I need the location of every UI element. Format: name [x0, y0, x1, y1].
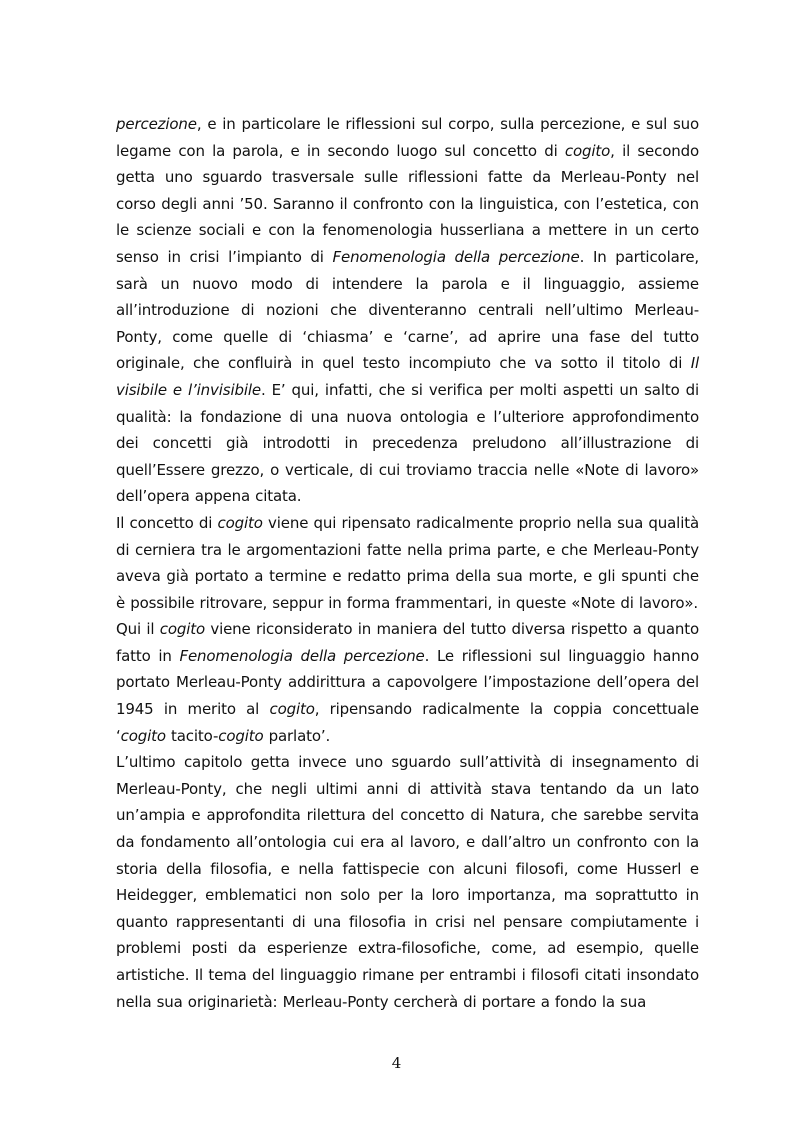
text-run: tacito- — [165, 726, 219, 745]
text-run: Il concetto di — [116, 513, 218, 532]
page-body — [116, 111, 699, 1015]
paragraph — [116, 510, 699, 616]
page-number: 4 — [391, 1054, 402, 1072]
paragraph — [116, 616, 699, 749]
text-run: . In particolare, sarà un nuovo modo di intendere la parola e il linguaggio, assieme all’introduzione di nozioni che diventeranno centrali nell’ultimo Merleau-Ponty, come quelle di ‘chiasma’ e ‘carne’, ad aprire una fase del tutto originale, che confluirà in quel testo incompiuto che va sotto il titolo di — [116, 247, 700, 373]
paragraph — [116, 111, 699, 510]
text-run: viene riconsiderato in maniera del tutto diversa rispetto a quanto fatto in — [116, 620, 699, 665]
text-run: , il secondo getta uno sguardo trasversale sulle riflessioni fatte da Merleau-Ponty nel corso degli anni ’50. Saranno il confronto con la linguistica, con l’estetica, con le scienze sociali e con la fenomenologia husserliana a mettere in un certo senso in crisi l’impianto di — [116, 141, 699, 266]
text-run: . Le riflessioni sul linguaggio hanno portato Merleau-Ponty addirittura a capovolgere l’impostazione dell’opera del 1945 in merito al — [116, 646, 700, 719]
italic-run: cogito — [120, 726, 166, 745]
italic-run: cogito — [218, 726, 264, 745]
text-run: L’ultimo capitolo getta invece uno sguardo sull’attività di insegnamento di Merleau-Ponty, che negli ultimi anni di attività stava tentando da un lato un’ampia e approfondita rilettura del concetto di Natura, che sarebbe servita da fondamento all’ontologia cui era al lavoro, e dall’altro un confronto con la storia della filosofia, e nella fattispecie con alcuni filosofi, come Husserl e Heidegger, emblematici non solo per la loro importanza, ma soprattutto in quanto rappresentanti di una filosofia in crisi nel pensare compiutamente i problemi posti da esperienze extra-filosofiche, come, ad esempio, quelle artistiche. Il tema del linguaggio rimane per entrambi i filosofi citati insondato nella sua originarietà: Merleau-Ponty cercherà di portare a fondo la sua — [116, 753, 699, 1011]
text-run: , ripensando radicalmente la coppia concettuale ‘ — [116, 700, 699, 745]
text-run: . E’ qui, infatti, che si verifica per molti aspetti un salto di qualità: la fondazione di una nuova ontologia e l’ulteriore approfondimento dei concetti già introdotti in precedenza preludono all’illustrazione di quell’Essere grezzo, o verticale, di cui troviamo traccia nelle «Note di lavoro» dell’opera appena citata. — [116, 380, 699, 506]
italic-run: cogito — [159, 620, 206, 639]
text-run: parlato’. — [263, 726, 331, 745]
italic-run: cogito — [269, 700, 315, 719]
italic-run: Il visibile e l’invisibile — [116, 354, 699, 399]
text-run: viene qui ripensato radicalmente proprio nella sua qualità di cerniera tra le argomentazioni fatte nella prima parte, e che Merleau-Ponty aveva già portato a termine e redatto prima della sua morte, e gli spunti che è possibile ritrovare, seppur in forma frammentari, in queste «Note di lavoro». — [116, 513, 699, 612]
italic-run: percezione — [116, 115, 197, 133]
italic-run: Fenomenologia della percezione — [332, 247, 580, 266]
text-run: , e in particolare le riflessioni sul corpo, sulla percezione, e sul suo legame con la parola, e in secondo luogo sul concetto di — [116, 115, 699, 160]
italic-run: cogito — [564, 141, 611, 160]
paragraph — [116, 749, 699, 1015]
text-run: Qui il — [116, 620, 160, 639]
italic-run: Fenomenologia della percezione — [179, 646, 425, 665]
italic-run: cogito — [217, 513, 263, 532]
